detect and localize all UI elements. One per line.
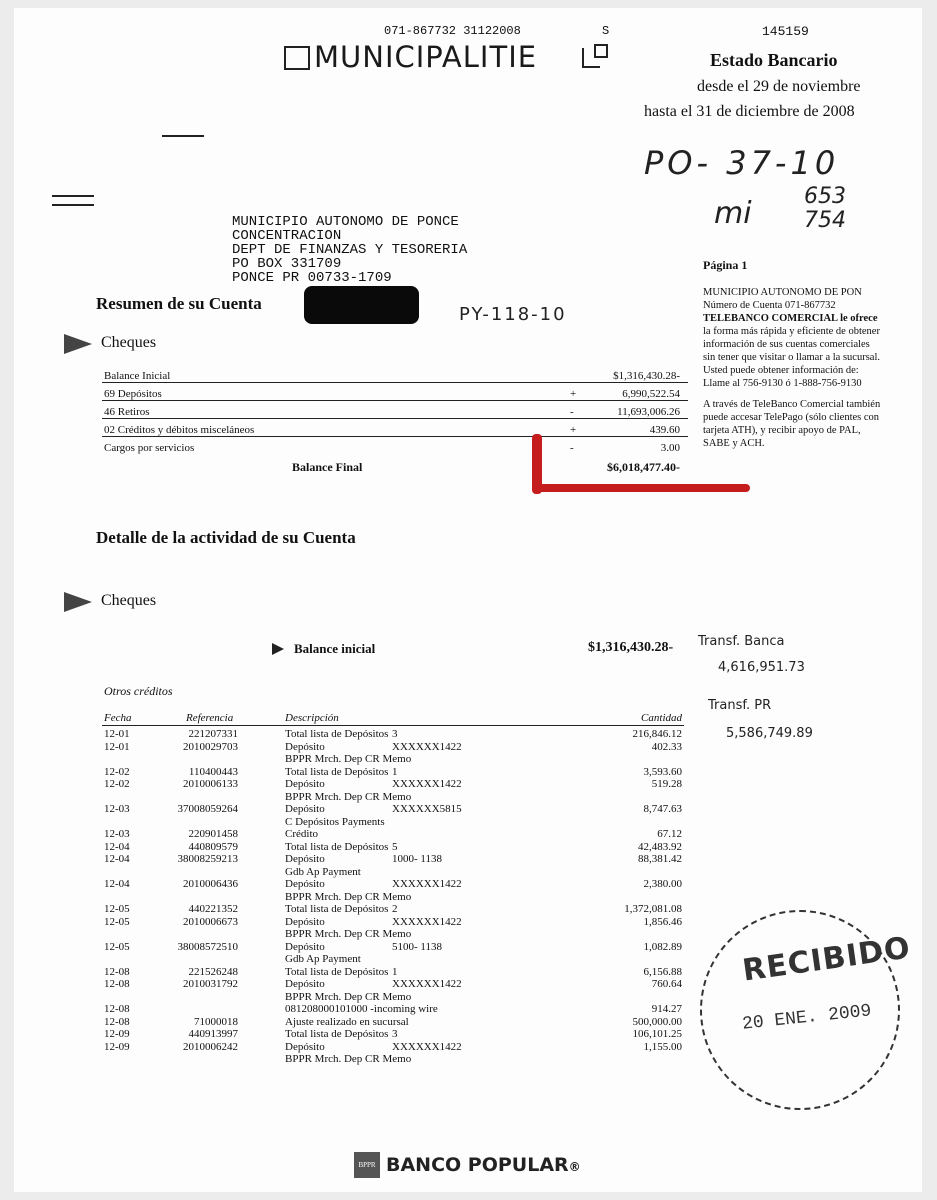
col-descripcion: Descripción — [285, 712, 339, 724]
handwritten-transfer-2: Transf. PR — [708, 698, 772, 713]
cell-referencia: 440809579 — [188, 840, 238, 853]
cell-fecha: 12-01 — [104, 740, 130, 753]
col-referencia: Referencia — [186, 712, 234, 724]
summary-amount: $1,316,430.28- — [613, 370, 680, 382]
cell-descripcion-detail: XXXXXX1422 — [392, 878, 462, 890]
summary-sign: + — [570, 388, 577, 400]
bank-name: BANCO POPULAR — [386, 1154, 569, 1176]
cell-referencia: 220901458 — [188, 828, 238, 840]
redaction-box — [304, 286, 419, 324]
detail-section: Cheques — [101, 592, 157, 609]
cell-descripcion: Gdb Ap Payment — [285, 953, 361, 965]
summary-row — [14, 442, 922, 456]
cell-descripcion: BPPR Mrch. Dep CR Memo — [285, 890, 412, 903]
handwritten-transfer-2-amt: 5,586,749.89 — [726, 726, 813, 741]
header-mark — [162, 135, 204, 137]
cell-fecha: 12-05 — [104, 903, 130, 915]
summary-section: Cheques — [101, 334, 157, 351]
final-label: Balance Final — [292, 460, 363, 474]
cell-cantidad: 106,101.25 — [632, 1028, 682, 1040]
cell-descripcion-detail: 3 — [392, 728, 398, 740]
cell-referencia: 221526248 — [188, 965, 238, 978]
address-block — [232, 215, 467, 285]
section-arrow-icon — [64, 592, 92, 612]
note-line: TELEBANCO COMERCIAL le ofrece — [703, 313, 878, 324]
cell-descripcion-detail: XXXXXX1422 — [392, 1040, 462, 1053]
cell-descripcion-detail: 1 — [392, 765, 398, 778]
cell-cantidad: 67.12 — [657, 828, 682, 840]
cell-fecha: 12-08 — [104, 1003, 130, 1015]
cell-referencia: 2010029703 — [183, 740, 238, 753]
cell-cantidad: 1,856.46 — [643, 915, 682, 928]
summary-sign: + — [570, 424, 577, 436]
summary-amount: 6,990,522.54 — [622, 388, 680, 400]
cell-cantidad: 500,000.00 — [632, 1015, 682, 1028]
note-line: sin tener que visitar o llamar a la sucursal. — [703, 352, 880, 363]
stamp-date: 20 ENE. 2009 — [741, 1001, 873, 1035]
cell-descripcion: Total lista de Depósitos — [285, 728, 389, 740]
cell-cantidad: 2,380.00 — [643, 878, 682, 890]
cell-descripcion: C Depósitos Payments — [285, 815, 385, 828]
note-line: MUNICIPIO AUTONOMO DE PON — [703, 287, 862, 298]
summary-final-row — [14, 460, 922, 474]
cell-cantidad: 216,846.12 — [632, 728, 682, 740]
cell-descripcion: Depósito — [285, 778, 325, 790]
section-arrow-icon — [64, 334, 92, 354]
cell-descripcion: BPPR Mrch. Dep CR Memo — [285, 1053, 412, 1065]
summary-sign: - — [570, 442, 574, 454]
cell-descripcion: Depósito — [285, 940, 325, 953]
cell-referencia: 38008259213 — [177, 853, 238, 865]
detail-title: Detalle de la actividad de su Cuenta — [96, 528, 356, 547]
cell-descripcion: Depósito — [285, 803, 325, 815]
note-line: Usted puede obtener información de: — [703, 365, 859, 376]
summary-amount: 11,693,006.26 — [617, 406, 680, 418]
cell-referencia: 38008572510 — [177, 940, 238, 953]
cell-descripcion: BPPR Mrch. Dep CR Memo — [285, 790, 412, 803]
address-line: MUNICIPIO AUTONOMO DE PONCE — [232, 214, 459, 230]
cell-referencia: 440221352 — [188, 903, 238, 915]
cell-cantidad: 760.64 — [651, 978, 682, 990]
col-cantidad: Cantidad — [641, 712, 682, 724]
cell-descripcion-detail: XXXXXX1422 — [392, 740, 462, 753]
cell-fecha: 12-01 — [104, 728, 130, 740]
opening-amount: $1,316,430.28- — [588, 640, 674, 655]
note-line: información de sus cuentas comerciales — [703, 339, 870, 350]
cell-referencia: 2010006436 — [183, 878, 238, 890]
summary-row — [14, 370, 922, 384]
note-line: tarjeta ATH), y recibir apoyo de PAL, — [703, 425, 861, 436]
summary-row — [14, 406, 922, 420]
cell-descripcion-detail: XXXXXX5815 — [392, 803, 462, 815]
page-id: 145159 — [762, 24, 809, 39]
municipality-logo: MUNICIPALITIE — [314, 40, 538, 74]
cell-descripcion: Depósito — [285, 978, 325, 990]
handwritten-transfer-1-amt: 4,616,951.73 — [718, 660, 805, 675]
cell-descripcion-detail: XXXXXX1422 — [392, 915, 462, 928]
cell-fecha: 12-09 — [104, 1028, 130, 1040]
cell-descripcion-detail: 1000- 1138 — [392, 853, 443, 865]
statement-page — [14, 8, 922, 1192]
cell-descripcion: Ajuste realizado en sucursal — [285, 1015, 409, 1028]
note-line: Número de Cuenta 071-867732 — [703, 300, 836, 311]
handwritten-transfer-1: Transf. Banca — [698, 634, 785, 649]
address-line: DEPT DE FINANZAS Y TESORERIA — [232, 242, 468, 258]
note-line: la forma más rápida y eficiente de obtener — [703, 326, 880, 337]
cell-descripcion-detail: 2 — [392, 903, 398, 915]
cell-fecha: 12-08 — [104, 978, 130, 990]
cell-descripcion: BPPR Mrch. Dep CR Memo — [285, 753, 412, 765]
table-header-rule — [102, 725, 684, 726]
statement-title: Estado Bancario — [710, 50, 838, 70]
summary-label: Balance Inicial — [104, 370, 171, 382]
cell-fecha: 12-03 — [104, 803, 130, 815]
cell-descripcion-detail: XXXXXX1422 — [392, 978, 462, 990]
summary-label: 69 Depósitos — [104, 388, 162, 400]
note-line: puede accesar TelePago (sólo clientes con — [703, 412, 880, 423]
bank-name-wrap — [386, 1154, 581, 1176]
note-line: A través de TeleBanco Comercial también — [703, 399, 881, 410]
cell-descripcion: BPPR Mrch. Dep CR Memo — [285, 990, 412, 1003]
cell-fecha: 12-04 — [104, 840, 130, 853]
cell-descripcion: Total lista de Depósitos — [285, 840, 389, 853]
cell-cantidad: 1,372,081.08 — [624, 903, 682, 915]
cell-descripcion: Total lista de Depósitos — [285, 903, 389, 915]
subsection-title: Otros créditos — [104, 684, 173, 698]
cell-referencia: 221207331 — [188, 728, 238, 740]
summary-label: Cargos por servicios — [104, 442, 195, 454]
red-marker-horizontal — [532, 484, 750, 492]
cell-descripcion-detail: 1 — [392, 965, 398, 978]
cell-fecha: 12-02 — [104, 765, 130, 778]
summary-label: 46 Retiros — [104, 406, 150, 418]
logo-left-icon — [284, 46, 310, 70]
cell-descripcion: 081208000101000 -incoming wire — [285, 1003, 438, 1015]
summary-sign: - — [570, 406, 574, 418]
cell-referencia: 2010031792 — [183, 978, 238, 990]
stamp-text: RECIBIDO — [740, 930, 913, 989]
handwritten-py: PY-118-10 — [459, 304, 567, 325]
cell-descripcion: Gdb Ap Payment — [285, 865, 361, 878]
cell-referencia: 71000018 — [194, 1015, 238, 1028]
cell-fecha: 12-05 — [104, 915, 130, 928]
cell-referencia: 2010006133 — [183, 778, 238, 790]
cell-cantidad: 8,747.63 — [643, 803, 682, 815]
final-amount: $6,018,477.40- — [607, 460, 680, 474]
cell-descripcion-detail: 5100- 1138 — [392, 940, 443, 953]
note-line: Llame al 756-9130 ó 1-888-756-9130 — [703, 378, 862, 389]
summary-row — [14, 424, 922, 438]
cell-referencia: 37008059264 — [177, 803, 238, 815]
s-mark: S — [602, 24, 610, 38]
cell-fecha: 12-03 — [104, 828, 130, 840]
cell-cantidad: 6,156.88 — [643, 965, 682, 978]
cell-fecha: 12-04 — [104, 878, 130, 890]
cell-fecha: 12-04 — [104, 853, 130, 865]
cell-descripcion: Total lista de Depósitos — [285, 965, 389, 978]
cell-referencia: 110400443 — [188, 765, 238, 778]
handwritten-po: PO- 37-10 — [644, 144, 840, 182]
cell-descripcion: Depósito — [285, 915, 325, 928]
cell-descripcion: Total lista de Depósitos — [285, 765, 389, 778]
cell-referencia: 440913997 — [188, 1028, 238, 1040]
cell-referencia: 2010006242 — [183, 1040, 238, 1053]
cell-descripcion-detail: 5 — [392, 840, 398, 853]
cell-cantidad: 42,483.92 — [638, 840, 682, 853]
cell-descripcion-detail: 3 — [392, 1028, 398, 1040]
address-line: CONCENTRACION — [232, 228, 342, 244]
fold-mark-2 — [52, 204, 94, 206]
cell-fecha: 12-05 — [104, 940, 130, 953]
cell-descripcion: Depósito — [285, 853, 325, 865]
cell-descripcion: Total lista de Depósitos — [285, 1028, 389, 1040]
cell-descripcion: Depósito — [285, 740, 325, 753]
col-fecha: Fecha — [104, 712, 132, 724]
cell-descripcion: Depósito — [285, 878, 325, 890]
fold-mark-1 — [52, 195, 94, 197]
summary-label: 02 Créditos y débitos misceláneos — [104, 424, 255, 436]
cell-fecha: 12-02 — [104, 778, 130, 790]
cell-fecha: 12-08 — [104, 965, 130, 978]
account-top: 071-867732 31122008 — [384, 24, 521, 38]
summary-amount: 439.60 — [649, 424, 680, 436]
cell-descripcion-detail: XXXXXX1422 — [392, 778, 462, 790]
period-from: desde el 29 de noviembre — [697, 78, 861, 95]
summary-row — [14, 388, 922, 402]
logo-corner-icon — [594, 44, 608, 58]
cell-cantidad: 402.33 — [651, 740, 682, 753]
summary-title: Resumen de su Cuenta — [96, 294, 262, 313]
cell-fecha: 12-09 — [104, 1040, 130, 1053]
cell-cantidad: 1,082.89 — [643, 940, 682, 953]
bank-reg: ® — [568, 1160, 581, 1174]
address-line: PONCE PR 00733-1709 — [232, 270, 392, 286]
address-line: PO BOX 331709 — [232, 256, 342, 272]
cell-referencia: 2010006673 — [183, 915, 238, 928]
opening-arrow-icon — [272, 643, 284, 655]
period-to: hasta el 31 de diciembre de 2008 — [644, 103, 855, 120]
note-line: SABE y ACH. — [703, 438, 765, 449]
handwritten-num-2: 754 — [804, 208, 846, 233]
handwritten-mi: mi — [714, 196, 752, 231]
page-label: Página 1 — [703, 258, 748, 272]
cell-cantidad: 519.28 — [651, 778, 682, 790]
cell-descripcion: Crédito — [285, 828, 318, 840]
cell-descripcion: BPPR Mrch. Dep CR Memo — [285, 928, 412, 940]
cell-fecha: 12-08 — [104, 1015, 130, 1028]
cell-cantidad: 1,155.00 — [643, 1040, 682, 1053]
table-header — [14, 712, 922, 726]
opening-label: Balance inicial — [294, 641, 376, 656]
handwritten-num-1: 653 — [804, 184, 846, 209]
cell-cantidad: 88,381.42 — [638, 853, 682, 865]
bank-logo-icon: BPPR — [354, 1152, 380, 1178]
summary-amount: 3.00 — [660, 442, 680, 454]
cell-descripcion: Depósito — [285, 1040, 325, 1053]
cell-cantidad: 3,593.60 — [643, 765, 682, 778]
cell-cantidad: 914.27 — [651, 1003, 682, 1015]
